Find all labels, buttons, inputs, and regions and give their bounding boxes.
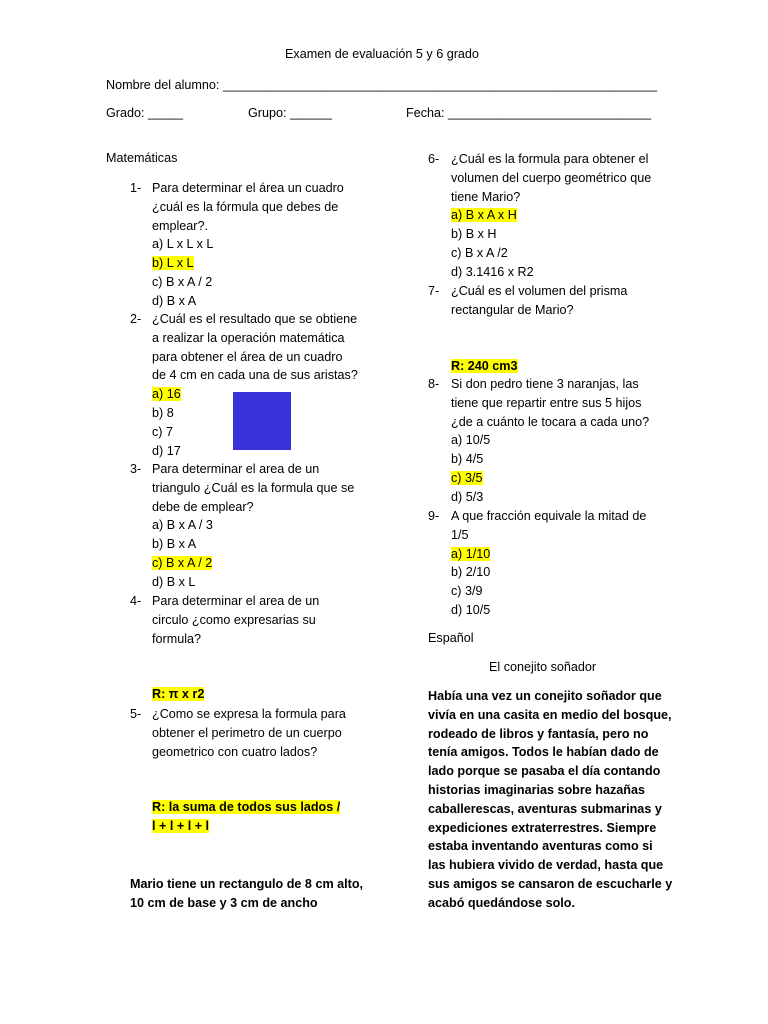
story-line: sus amigos se cansaron de escucharle y: [428, 876, 673, 891]
option-a: a) 10/5: [451, 433, 491, 448]
option-c: c) 7: [152, 424, 173, 439]
question-number: 7-: [428, 284, 440, 298]
question-line: Si don pedro tiene 3 naranjas, las: [451, 377, 639, 391]
option-b: b) B x A: [152, 537, 197, 552]
option-d: d) 5/3: [451, 489, 484, 504]
question-line: circulo ¿como expresarias su: [152, 612, 316, 627]
question-line: ¿cuál es la fórmula que debes de: [152, 199, 339, 214]
date-field: Fecha: _____________________________: [406, 106, 652, 120]
blue-square-shape: [233, 392, 291, 450]
question-line: Para determinar el area de un: [152, 462, 320, 476]
story-line: tenía amigos. Todos le habían dado de: [428, 745, 659, 760]
option-c-correct: c) 3/5: [451, 470, 483, 485]
question-number: 2-: [130, 312, 142, 326]
story-line: las hubiera vivido de verdad, hasta que: [428, 858, 664, 873]
option-a-correct: a) B x A x H: [451, 208, 517, 223]
group-field: Grupo: ______: [248, 106, 333, 120]
answer-4: R: π x r2: [152, 687, 205, 701]
section-title-spanish: Español: [428, 631, 474, 645]
student-name-field: Nombre del alumno: ______________________________________________________________: [106, 78, 658, 92]
question-line: para obtener el área de un cuadro: [152, 349, 343, 364]
question-line: a realizar la operación matemática: [152, 330, 345, 345]
question-line: tiene Mario?: [451, 189, 521, 204]
question-line: geometrico con cuatro lados?: [152, 744, 318, 759]
story-title: El conejito soñador: [489, 660, 597, 674]
answer-7: R: 240 cm3: [451, 359, 518, 373]
section-title-math: Matemáticas: [106, 151, 178, 165]
question-line: triangulo ¿Cuál es la formula que se: [152, 480, 355, 495]
question-line: Para determinar el area de un: [152, 594, 320, 608]
question-line: ¿Cuál es el volumen del prisma: [451, 284, 628, 298]
story-line: estaba inventando aventuras como si: [428, 839, 653, 854]
option-a-correct: a) 16: [152, 387, 181, 402]
statement-line: Mario tiene un rectangulo de 8 cm alto,: [130, 877, 364, 891]
question-line: volumen del cuerpo geométrico que: [451, 170, 652, 185]
question-number: 3-: [130, 462, 142, 476]
question-9: [451, 507, 646, 620]
story-line: rodeado de libros y fantasía, pero no: [428, 726, 649, 741]
option-a: a) L x L x L: [152, 237, 214, 252]
mario-statement: [130, 875, 363, 913]
question-4: [152, 592, 319, 648]
question-line: obtener el perimetro de un cuerpo: [152, 725, 342, 740]
answer-5: [152, 798, 340, 836]
question-8: [451, 375, 649, 507]
question-line: ¿Cuál es el resultado que se obtiene: [152, 312, 358, 326]
question-5: [152, 705, 346, 761]
question-number: 1-: [130, 181, 142, 195]
question-line: rectangular de Mario?: [451, 302, 574, 317]
story-line: historias imaginarias sobre hazañas: [428, 782, 645, 797]
option-b: b) 4/5: [451, 452, 484, 467]
option-a-correct: a) 1/10: [451, 546, 491, 561]
question-line: tiene que repartir entre sus 5 hijos: [451, 395, 642, 410]
option-b: b) 2/10: [451, 565, 491, 580]
story-line: expediciones extraterrestres. Siempre: [428, 820, 657, 835]
exam-title: Examen de evaluación 5 y 6 grado: [285, 47, 479, 61]
question-line: Para determinar el área un cuadro: [152, 181, 344, 195]
option-d: d) B x A: [152, 293, 197, 308]
question-6: [451, 150, 651, 282]
option-d: d) 3.1416 x R2: [451, 264, 534, 279]
option-d: d) 17: [152, 443, 181, 458]
question-number: 6-: [428, 152, 440, 166]
question-line: A que fracción equivale la mitad de: [451, 509, 647, 523]
question-line: emplear?.: [152, 218, 209, 233]
question-line: ¿Cuál es la formula para obtener el: [451, 152, 649, 166]
option-b-correct: b) L x L: [152, 256, 194, 271]
option-b: b) B x H: [451, 227, 497, 242]
question-line: ¿de a cuánto le tocara a cada uno?: [451, 414, 650, 429]
option-c: c) B x A /2: [451, 245, 508, 260]
option-d: d) 10/5: [451, 602, 491, 617]
answer-line: l + l + l + l: [152, 818, 210, 833]
grade-field: Grado: _____: [106, 106, 184, 120]
story-line: lado porque se pasaba el día contando: [428, 764, 661, 779]
answer-line: R: la suma de todos sus lados /: [152, 800, 341, 814]
option-a: a) B x A / 3: [152, 518, 213, 533]
question-line: formula?: [152, 631, 201, 646]
question-line: de 4 cm en cada una de sus aristas?: [152, 368, 358, 383]
question-7: [451, 282, 627, 320]
statement-line: 10 cm de base y 3 cm de ancho: [130, 895, 318, 910]
story-line: acabó quedándose solo.: [428, 895, 575, 910]
story-line: vivía en una casita en medio del bosque,: [428, 707, 672, 722]
question-number: 4-: [130, 594, 142, 608]
question-line: debe de emplear?: [152, 499, 254, 514]
story-line: Había una vez un conejito soñador que: [428, 689, 662, 703]
question-1: [152, 179, 344, 311]
story-text: [428, 687, 672, 913]
option-c-correct: c) B x A / 2: [152, 555, 213, 570]
question-number: 8-: [428, 377, 440, 391]
question-number: 5-: [130, 707, 142, 721]
story-line: caballerescas, aventuras submarinas y: [428, 801, 662, 816]
question-line: ¿Como se expresa la formula para: [152, 707, 346, 721]
question-line: 1/5: [451, 527, 469, 542]
option-c: c) B x A / 2: [152, 274, 213, 289]
option-b: b) 8: [152, 405, 174, 420]
option-c: c) 3/9: [451, 584, 483, 599]
question-number: 9-: [428, 509, 440, 523]
question-3: [152, 460, 354, 592]
option-d: d) B x L: [152, 574, 196, 589]
